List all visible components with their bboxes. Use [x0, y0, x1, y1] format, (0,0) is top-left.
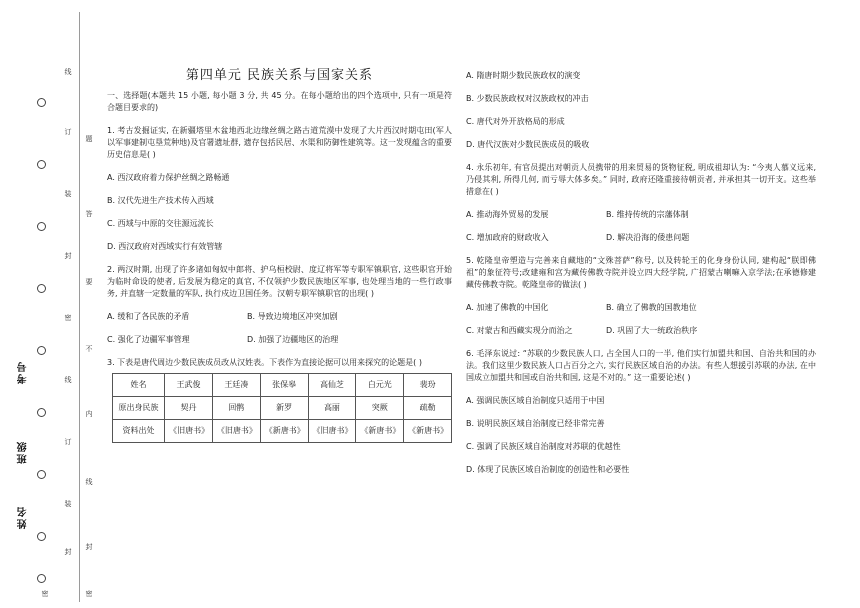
q2-option-b: B. 导致边境地区冲突加剧: [247, 312, 338, 321]
hole-circle-icon: [37, 574, 46, 583]
table-cell: 突厥: [356, 397, 404, 420]
seal-char: 封: [64, 252, 72, 259]
class-label: 班级: [18, 440, 29, 464]
q1-option-a: A. 西汉政府着力保护丝绸之路畅通: [107, 173, 230, 182]
right-column: [466, 70, 816, 487]
q5-option-c: C. 对蒙古和西藏实现分而治之: [466, 326, 573, 335]
notice-char: 要: [85, 278, 93, 285]
hole-circle-icon: [37, 470, 46, 479]
q4-options-row: [466, 209, 816, 221]
hole-circle-icon: [37, 98, 46, 107]
table-row: [113, 420, 452, 443]
q5-option-b: B. 确立了佛教的国教地位: [606, 303, 697, 312]
table-cell: 《旧唐书》: [212, 420, 260, 443]
table-row: [113, 397, 452, 420]
section-heading: 一、选择题(本题共 15 小题, 每小题 3 分, 共 45 分。在每小题给出的四个选项中, 只有一项是符合题目要求的): [107, 91, 452, 112]
notice-char: 内: [85, 410, 93, 417]
table-cell: 王廷凑: [212, 374, 260, 397]
table-cell: 高丽: [308, 397, 356, 420]
q6-option-a: A. 强调民族区域自治制度只适用于中国: [466, 396, 605, 405]
table-cell: 白元光: [356, 374, 404, 397]
q3-option-a: A. 隋唐时期少数民族政权的演变: [466, 71, 581, 80]
q5-option-d: D. 巩固了大一统政治秩序: [606, 326, 698, 335]
table-cell: 疏勒: [404, 397, 452, 420]
table-cell: 资料出处: [113, 420, 165, 443]
q1-option-d: D. 西汉政府对西域实行有效管辖: [107, 242, 223, 251]
table-cell: 新罗: [260, 397, 308, 420]
seal-char: 订: [64, 438, 72, 445]
notice-char: 密: [85, 590, 93, 597]
cut-line: [79, 12, 80, 602]
unit-title: 第四单元 民族关系与国家关系: [185, 68, 374, 83]
q5-options-row: [466, 302, 816, 314]
hole-circle-icon: [37, 222, 46, 231]
q3-option-b: B. 少数民族政权对汉族政权的冲击: [466, 94, 589, 103]
seal-char: 线: [64, 376, 72, 383]
table-cell: 王武俊: [165, 374, 213, 397]
hole-circle-icon: [37, 408, 46, 417]
table-cell: 《新唐书》: [356, 420, 404, 443]
q2-option-c: C. 强化了边疆军事管理: [107, 335, 190, 344]
notice-char: 不: [85, 345, 93, 352]
table-row: [113, 374, 452, 397]
q3-option-c: C. 唐代对外开放格局的形成: [466, 117, 565, 126]
table-cell: 原出身民族: [113, 397, 165, 420]
q4-option-d: D. 解决沿海的倭患问题: [606, 233, 690, 242]
student-name-label: 姓名: [18, 505, 29, 529]
notice-char: 题: [85, 135, 93, 142]
q4-option-c: C. 增加政府的财政收入: [466, 233, 549, 242]
q4-option-b: B. 维持传统的宗藩体制: [606, 210, 689, 219]
table-cell: 《新唐书》: [260, 420, 308, 443]
seal-char: 封: [64, 548, 72, 555]
binding-margin: [0, 0, 95, 608]
seal-char: 订: [64, 128, 72, 135]
seal-char: 装: [64, 190, 72, 197]
seal-char: 线: [64, 68, 72, 75]
question-6-stem: 6. 毛泽东说过: “苏联的少数民族人口, 占全国人口的一半, 他们实行加盟共和国、自治共和国的办法。我们这里少数民族人口占百分之六, 实行民族区域自治的办法。有些人想援引苏联的办法, 在中国成立加盟共和国或自治共和国, 这是不对的。” 这一重要论述( ): [466, 349, 816, 382]
q4-options-row: [466, 232, 816, 244]
q1-option-b: B. 汉代先进生产技术传入西域: [107, 196, 214, 205]
q2-options-row: [107, 334, 452, 346]
question-4-stem: 4. 永乐初年, 有官员提出对朝贡人员携带的用来贸易的货物征税, 明成祖却认为: “今夷人慕义远来, 乃侵其利, 所得几何, 而亏辱大体多矣。” 同时, 政府还隆重接待朝贡者, 并承担其一切开支。这些举措意在( ): [466, 163, 816, 196]
hole-circle-icon: [37, 346, 46, 355]
q4-option-a: A. 推动海外贸易的发展: [466, 210, 549, 219]
q5-option-a: A. 加速了佛教的中国化: [466, 303, 549, 312]
q2-options-row: [107, 311, 452, 323]
notice-char: 答: [85, 210, 93, 217]
q5-options-row: [466, 325, 816, 337]
table-cell: 裴玢: [404, 374, 452, 397]
seal-char: 装: [64, 500, 72, 507]
surname-table: [112, 373, 452, 443]
table-cell: 《新唐书》: [404, 420, 452, 443]
hole-circle-icon: [37, 284, 46, 293]
q3-option-d: D. 唐代汉族对少数民族成员的吸收: [466, 140, 590, 149]
hole-circle-icon: [37, 160, 46, 169]
table-cell: 《旧唐书》: [308, 420, 356, 443]
notice-char: 封: [85, 543, 93, 550]
seal-char: 密: [41, 590, 49, 597]
seal-char: 密: [64, 314, 72, 321]
table-cell: 姓名: [113, 374, 165, 397]
exam-number-label: 考号: [18, 360, 29, 384]
table-cell: 《旧唐书》: [165, 420, 213, 443]
q2-option-d: D. 加强了边疆地区的治理: [247, 335, 339, 344]
q6-option-c: C. 强调了民族区域自治制度对苏联的优越性: [466, 442, 621, 451]
q2-option-a: A. 缓和了各民族的矛盾: [107, 312, 190, 321]
notice-char: 线: [85, 478, 93, 485]
q6-option-d: D. 体现了民族区域自治制度的创造性和必要性: [466, 465, 630, 474]
question-1-stem: 1. 考古发掘证实, 在新疆塔里木盆地西北边缘丝绸之路古道荒漠中发现了大片西汉时期屯田(军人以军事建制屯垦荒种地)及官署遗址群, 遗存包括民居、水渠和防御性建筑等。这一发现蕴含的重要历史信息是( ): [107, 126, 452, 159]
hole-circle-icon: [37, 532, 46, 541]
table-cell: 张保皋: [260, 374, 308, 397]
question-3-stem: 3. 下表是唐代周边少数民族成员改从汉姓表。下表作为直接论据可以用来探究的论题是( ): [107, 358, 422, 367]
table-cell: 高仙芝: [308, 374, 356, 397]
q6-option-b: B. 说明民族区域自治制度已经非常完善: [466, 419, 605, 428]
question-5-stem: 5. 乾隆皇帝塑造与完善来自藏地的“文殊菩萨”称号, 以及转轮王的化身身份认同, 建构起“朕即佛祖”的象征符号;改建雍和宫为藏传佛教寺院并设立四大经学院, 广招蒙古喇嘛入京学法;在承德修建藏传佛教寺院。乾隆皇帝的做法( ): [466, 256, 816, 289]
table-cell: 契丹: [165, 397, 213, 420]
table-cell: 回鹘: [212, 397, 260, 420]
question-2-stem: 2. 两汉时期, 出现了许多诸如匈奴中郎将、护乌桓校尉、度辽将军等专职军镇职官, 这些职官开始为临时命设的使者, 后发展为稳定的真官, 不仅领护少数民族地区军事, 也处理当地的一些行政事务, 并直辖一定数量的军队, 执行戍边卫国任务。汉朝专职军镇职官的出现( ): [107, 265, 452, 298]
q1-option-c: C. 西域与中原的交往源远流长: [107, 219, 214, 228]
left-column: [107, 70, 452, 443]
